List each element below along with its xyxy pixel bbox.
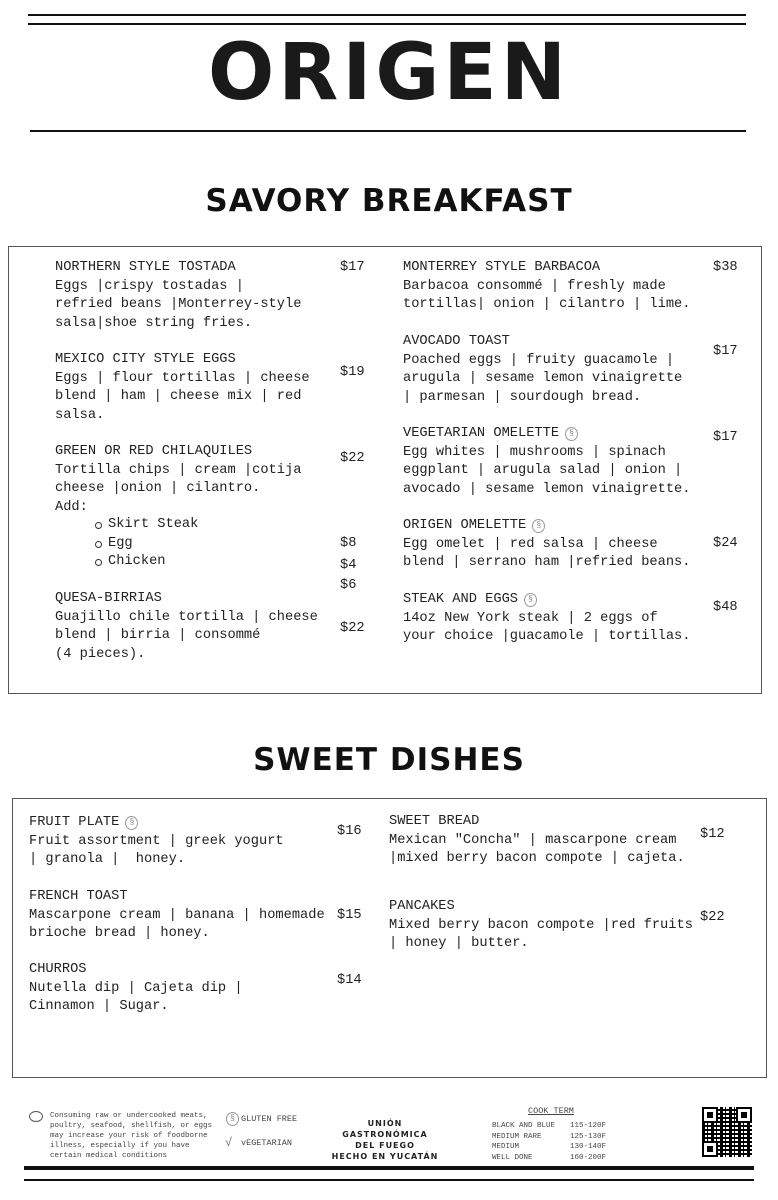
menu-item [403, 591, 690, 647]
cook-term-name: BLACK AND BLUE [492, 1122, 556, 1130]
item-description-line: cheese |onion | cilantro. [55, 481, 261, 496]
item-name [55, 351, 310, 370]
brand-logo: ORIGEN [208, 28, 570, 118]
menu-item [403, 333, 682, 407]
item-price: $17 [713, 344, 738, 359]
item-description-line: Mascarpone cream | banana | homemade [29, 907, 325, 923]
item-description-line: arugula | sesame lemon vinaigrette [403, 371, 683, 386]
legend-vegetarian: vEGETARIAN [241, 1138, 293, 1148]
top-rule [28, 14, 746, 16]
legend-gluten-free: GLUTEN FREE [241, 1114, 298, 1124]
cook-term-title: COOK TERM [528, 1106, 574, 1116]
item-description-line: Cinnamon | Sugar. [29, 999, 169, 1014]
item-description-line: Eggs |crispy tostadas | [55, 278, 244, 294]
item-name-text: MEXICO CITY STYLE EGGS [55, 352, 236, 367]
item-description-line: (4 pieces). [55, 646, 146, 662]
item-name [55, 443, 301, 462]
item-description-line: Eggs | flour tortillas | cheese [55, 370, 310, 386]
item-description-line: refried beans |Monterrey-style [55, 297, 302, 312]
cook-term-name: MEDIUM [492, 1143, 520, 1151]
item-price: $24 [713, 536, 738, 551]
item-name-text: STEAK AND EGGS [403, 592, 518, 607]
menu-item [29, 888, 325, 944]
item-name [29, 888, 325, 907]
item-name [403, 591, 690, 610]
item-description-line: brioche bread | honey. [29, 926, 210, 941]
item-description-line: tortillas| onion | cilantro | lime. [403, 297, 691, 312]
header-rule [30, 130, 746, 132]
union-gastronomica-text: UNIÓN GASTRONÓMICA DEL FUEGO HECHO EN YUCATÁN [331, 1119, 439, 1161]
item-price: $22 [340, 621, 365, 636]
item-description-line: | parmesan | sourdough bread. [403, 389, 642, 405]
item-price: $22 [700, 910, 725, 925]
item-name [55, 259, 301, 278]
item-description-line: | honey | butter. [389, 936, 529, 951]
item-description-line: blend | ham | cheese mix | red [55, 389, 302, 404]
item-name-text: FRENCH TOAST [29, 889, 128, 904]
top-rule [28, 23, 746, 25]
item-description-line: eggplant | arugula salad | onion | [403, 463, 683, 478]
menu-item [389, 813, 685, 869]
item-description-line: | granola | honey. [29, 852, 186, 867]
item-name [389, 813, 685, 832]
item-description-line: 14oz New York steak | 2 eggs of [403, 610, 658, 626]
item-price: $22 [340, 451, 365, 466]
menu-item [403, 259, 690, 315]
item-name-text: PANCAKES [389, 899, 455, 914]
item-name [55, 590, 318, 609]
item-name [403, 517, 690, 536]
item-description-line: Egg whites | mushrooms | spinach [403, 444, 666, 460]
item-name [403, 425, 690, 444]
item-name-text: SWEET BREAD [389, 814, 480, 829]
addon-price: $8 [340, 536, 357, 551]
gluten-free-icon: § [532, 519, 545, 533]
item-price: $14 [337, 973, 362, 988]
item-description-line: blend | serrano ham |refried beans. [403, 555, 691, 570]
item-price: $38 [713, 260, 738, 275]
vegetarian-icon: √ [225, 1136, 233, 1150]
bottom-rule [24, 1166, 754, 1170]
item-description-line: Nutella dip | Cajeta dip | [29, 980, 243, 996]
gluten-free-icon: § [226, 1112, 239, 1126]
cook-term-temp: 160-200F [570, 1153, 607, 1162]
item-description-line: Mixed berry bacon compote |red fruits [389, 917, 693, 933]
item-name-text: AVOCADO TOAST [403, 334, 510, 349]
cook-term-name: MEDIUM RARE [492, 1132, 542, 1141]
item-name-text: QUESA-BIRRIAS [55, 591, 162, 606]
addon-option: Chicken [108, 553, 166, 572]
cook-term-name: WELL DONE [492, 1153, 533, 1162]
item-description-line: Barbacoa consommé | freshly made [403, 278, 666, 294]
menu-item [29, 961, 243, 1017]
cook-term-temp: 130-140F [570, 1143, 607, 1151]
item-description-line: Guajillo chile tortilla | cheese [55, 609, 318, 625]
addon-price: $4 [340, 558, 357, 573]
item-price: $19 [340, 365, 365, 380]
addon-option: Egg [108, 535, 133, 554]
item-name [403, 333, 682, 352]
item-name-text: CHURROS [29, 962, 87, 977]
bottom-rule [24, 1179, 754, 1181]
item-description-line: avocado | sesame lemon vinaigrette. [403, 481, 691, 497]
item-name-text: FRUIT PLATE [29, 815, 120, 830]
item-description-line: Poached eggs | fruity guacamole | [403, 352, 675, 368]
menu-item [389, 898, 693, 954]
item-price: $17 [713, 430, 738, 445]
item-description-line: Egg omelet | red salsa | cheese [403, 536, 658, 552]
menu-item [403, 517, 690, 573]
item-price: $15 [337, 908, 362, 923]
item-description-line: Tortilla chips | cream |cotija [55, 462, 302, 478]
item-name-text: ORIGEN OMELETTE [403, 518, 527, 533]
item-description-line: salsa|shoe string fries. [55, 315, 253, 331]
item-description-line: salsa. [55, 407, 105, 423]
section-title-sweet: SWEET DISHES [253, 742, 525, 778]
item-description-line: Add: [55, 499, 88, 515]
item-name [403, 259, 690, 278]
gluten-free-icon: § [524, 593, 537, 607]
item-description-line: blend | birria | consommé [55, 628, 261, 643]
item-description-line: |mixed berry bacon compote | cajeta. [389, 851, 685, 866]
gluten-free-icon: § [565, 427, 578, 441]
item-name [389, 898, 693, 917]
item-price: $17 [340, 260, 365, 275]
addon-option: Skirt Steak [108, 516, 198, 535]
item-name [29, 961, 243, 980]
menu-item [55, 351, 310, 425]
item-name-text: GREEN OR RED CHILAQUILES [55, 444, 253, 459]
item-name-text: MONTERREY STYLE BARBACOA [403, 260, 601, 275]
item-description-line: Mexican "Concha" | mascarpone cream [389, 832, 677, 848]
gluten-free-icon: § [125, 816, 138, 830]
item-description-line: your choice |guacamole | tortillas. [403, 629, 691, 644]
item-description-line: Fruit assortment | greek yogurt [29, 833, 284, 849]
menu-item [29, 814, 284, 870]
item-name [29, 814, 284, 833]
cook-term-temp: 125-130F [570, 1132, 607, 1141]
qr-code[interactable] [702, 1107, 752, 1157]
warning-icon [29, 1111, 43, 1122]
menu-item [55, 590, 318, 664]
addon-price: $6 [340, 578, 357, 593]
item-price: $16 [337, 824, 362, 839]
item-name-text: VEGETARIAN OMELETTE [403, 426, 560, 441]
menu-item [403, 425, 690, 499]
section-title-savory: SAVORY BREAKFAST [205, 183, 573, 219]
item-price: $48 [713, 600, 738, 615]
cook-term-temp: 115-120F [570, 1122, 607, 1130]
item-price: $12 [700, 827, 725, 842]
menu-item [55, 443, 301, 517]
menu-item [55, 259, 301, 333]
item-name-text: NORTHERN STYLE TOSTADA [55, 260, 236, 275]
